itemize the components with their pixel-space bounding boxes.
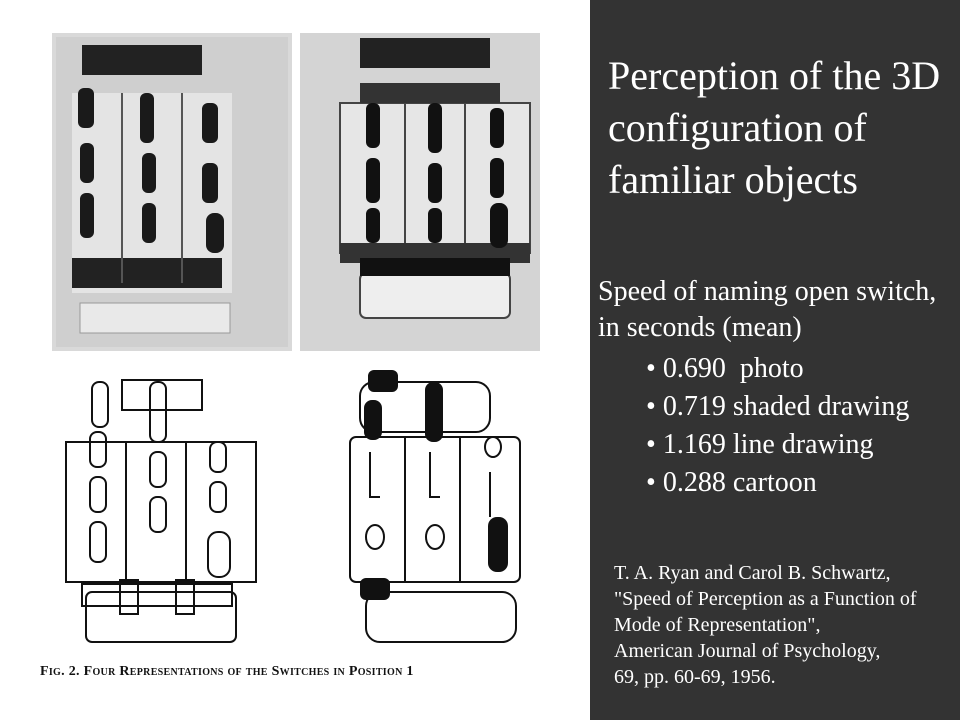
switch-cartoon-image bbox=[300, 352, 540, 670]
citation-line: "Speed of Perception as a Function of bbox=[614, 588, 917, 610]
result-value: 0.288 bbox=[662, 467, 726, 498]
bullet-icon: • bbox=[646, 467, 656, 498]
results-list bbox=[646, 350, 909, 502]
bullet-icon: • bbox=[646, 353, 656, 384]
citation-line: Mode of Representation", bbox=[614, 614, 821, 636]
result-label: shaded drawing bbox=[732, 391, 910, 422]
bullet-icon: • bbox=[646, 391, 656, 422]
switch-photo-image bbox=[52, 33, 292, 351]
result-label: photo bbox=[739, 353, 804, 384]
result-label: cartoon bbox=[732, 467, 817, 498]
bullet-icon: • bbox=[646, 429, 656, 460]
result-item-shaded-drawing bbox=[646, 388, 909, 426]
switch-line-drawing-image bbox=[52, 352, 292, 670]
result-item-cartoon bbox=[646, 464, 909, 502]
result-value: 0.719 bbox=[662, 391, 726, 422]
figure-caption: Fig. 2. Four Representations of the Switches in Position 1 bbox=[40, 664, 414, 679]
result-value: 0.690 bbox=[662, 353, 726, 384]
result-label: line drawing bbox=[732, 429, 874, 460]
citation bbox=[614, 560, 960, 690]
result-item-photo bbox=[646, 350, 909, 388]
citation-line: T. A. Ryan and Carol B. Schwartz, bbox=[614, 562, 891, 584]
citation-line: American Journal of Psychology, bbox=[614, 640, 881, 662]
switch-shaded-drawing-image bbox=[300, 33, 540, 351]
slide-title: Perception of the 3D configuration of familiar objects bbox=[608, 53, 941, 202]
citation-line: 69, pp. 60-69, 1956. bbox=[614, 666, 776, 688]
result-value: 1.169 bbox=[662, 429, 726, 460]
result-item-line-drawing bbox=[646, 426, 909, 464]
speed-heading: Speed of naming open switch, in seconds (mean) bbox=[598, 276, 937, 343]
text-panel bbox=[590, 0, 960, 720]
